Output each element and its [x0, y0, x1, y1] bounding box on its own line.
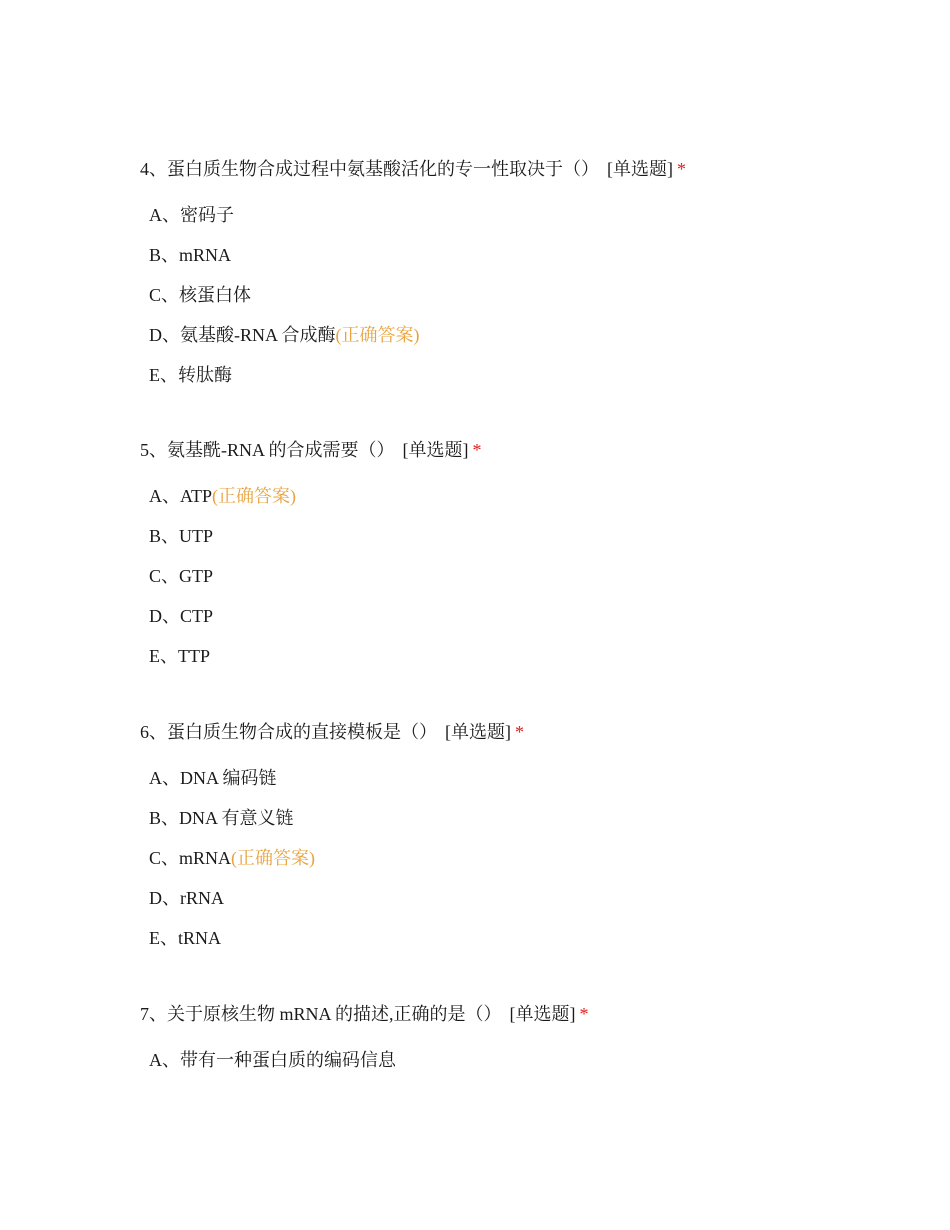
- option-b[interactable]: [149, 806, 900, 830]
- correct-answer-note: (正确答案): [335, 325, 420, 345]
- question-title: [140, 720, 900, 744]
- option-label: E、TTP: [149, 646, 210, 666]
- option-label: A、ATP: [149, 486, 213, 506]
- option-b[interactable]: [149, 243, 900, 267]
- option-list: [149, 484, 900, 668]
- question-type-label: [单选题]: [445, 722, 511, 742]
- question-4: [140, 157, 900, 403]
- option-label: D、rRNA: [149, 888, 224, 908]
- option-label: D、CTP: [149, 606, 214, 626]
- option-label: A、带有一种蛋白质的编码信息: [149, 1050, 396, 1070]
- question-6: [140, 720, 900, 966]
- option-list: [149, 766, 900, 950]
- option-a[interactable]: [149, 1048, 900, 1072]
- option-e[interactable]: [149, 363, 900, 387]
- option-e[interactable]: [149, 644, 900, 668]
- option-label: C、GTP: [149, 566, 214, 586]
- question-title: [140, 438, 900, 462]
- option-b[interactable]: [149, 524, 900, 548]
- correct-answer-note: (正确答案): [231, 848, 316, 868]
- option-list: [149, 1048, 900, 1072]
- option-label: E、转肽酶: [149, 365, 232, 385]
- option-label: B、DNA 有意义链: [149, 808, 294, 828]
- option-d[interactable]: [149, 604, 900, 628]
- option-c[interactable]: [149, 283, 900, 307]
- option-label: A、密码子: [149, 205, 234, 225]
- correct-answer-note: (正确答案): [212, 486, 297, 506]
- option-label: A、DNA 编码链: [149, 768, 277, 788]
- option-c[interactable]: [149, 846, 900, 870]
- question-type-label: [单选题]: [402, 440, 469, 460]
- option-e[interactable]: [149, 926, 900, 950]
- question-text: 6、蛋白质生物合成的直接模板是（）: [140, 722, 437, 742]
- question-7: [140, 1002, 900, 1088]
- option-c[interactable]: [149, 564, 900, 588]
- option-a[interactable]: [149, 203, 900, 227]
- option-label: C、mRNA: [149, 848, 232, 868]
- option-a[interactable]: [149, 484, 900, 508]
- option-d[interactable]: [149, 886, 900, 910]
- option-label: B、mRNA: [149, 245, 232, 265]
- required-mark: *: [677, 159, 686, 179]
- option-label: E、tRNA: [149, 928, 221, 948]
- question-type-label: [单选题]: [509, 1004, 576, 1024]
- question-title: [140, 1002, 900, 1026]
- question-type-label: [单选题]: [607, 159, 673, 179]
- question-5: [140, 438, 900, 684]
- option-label: D、氨基酸-RNA 合成酶: [149, 325, 336, 345]
- required-mark: *: [579, 1004, 589, 1024]
- question-title: [140, 157, 900, 181]
- question-text: 7、关于原核生物 mRNA 的描述,正确的是（）: [140, 1004, 502, 1024]
- question-text: 5、氨基酰-RNA 的合成需要（）: [140, 440, 395, 460]
- required-mark: *: [472, 440, 482, 460]
- required-mark: *: [515, 722, 524, 742]
- question-text: 4、蛋白质生物合成过程中氨基酸活化的专一性取决于（）: [140, 159, 599, 179]
- option-d[interactable]: [149, 323, 900, 347]
- option-list: [149, 203, 900, 387]
- option-a[interactable]: [149, 766, 900, 790]
- option-label: B、UTP: [149, 526, 214, 546]
- option-label: C、核蛋白体: [149, 285, 252, 305]
